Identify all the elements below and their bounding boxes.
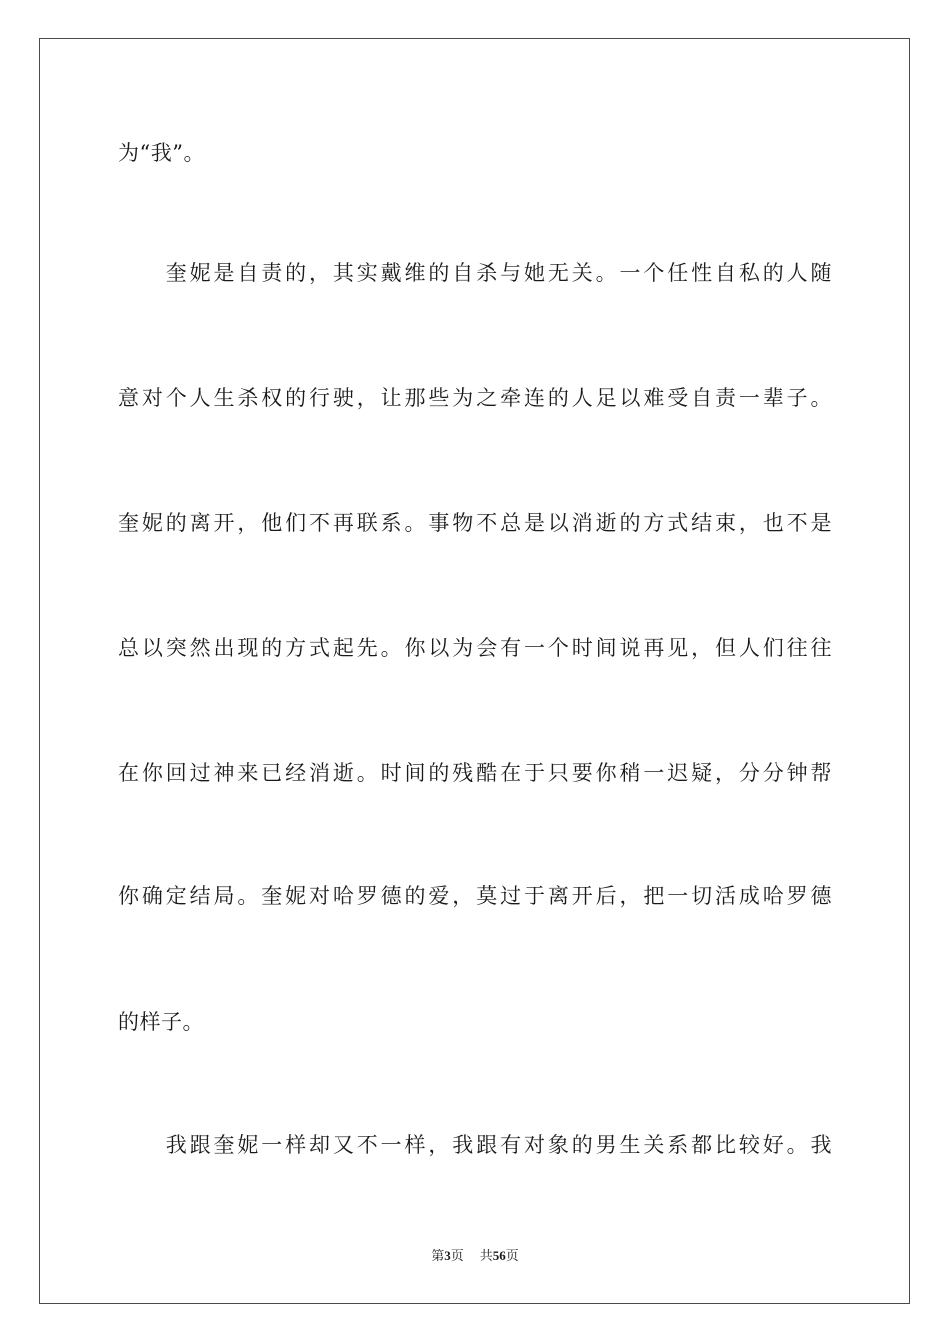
- body-line-1: 为“我”。: [118, 141, 205, 165]
- body-line-9: 我跟奎妮一样却又不一样，我跟有对象的男生关系都比较好。我: [118, 1133, 832, 1157]
- body-line-7: 你确定结局。奎妮对哈罗德的爱，莫过于离开后，把一切活成哈罗德: [118, 884, 832, 908]
- body-line-6: 在你回过神来已经消逝。时间的残酷在于只要你稍一迟疑，分分钟帮: [118, 761, 832, 785]
- page-number: 3: [444, 1248, 451, 1263]
- page-border: [39, 38, 910, 1304]
- body-line-8: 的样子。: [118, 1010, 204, 1034]
- total-pages-suffix: 页: [505, 1248, 519, 1263]
- body-line-4: 奎妮的离开，他们不再联系。事物不总是以消逝的方式结束，也不是: [118, 511, 832, 535]
- body-line-3: 意对个人生杀权的行驶，让那些为之牵连的人足以难受自责一辈子。: [118, 386, 832, 410]
- page-footer: [0, 1247, 950, 1265]
- body-line-5: 总以突然出现的方式起先。你以为会有一个时间说再见，但人们往往: [118, 636, 832, 660]
- page-number-suffix: 页: [450, 1248, 464, 1263]
- body-line-2: 奎妮是自责的，其实戴维的自杀与她无关。一个任性自私的人随: [118, 261, 832, 285]
- page-number-prefix: 第: [431, 1248, 445, 1263]
- total-pages: 56: [492, 1248, 506, 1263]
- total-pages-prefix: 共: [479, 1248, 493, 1263]
